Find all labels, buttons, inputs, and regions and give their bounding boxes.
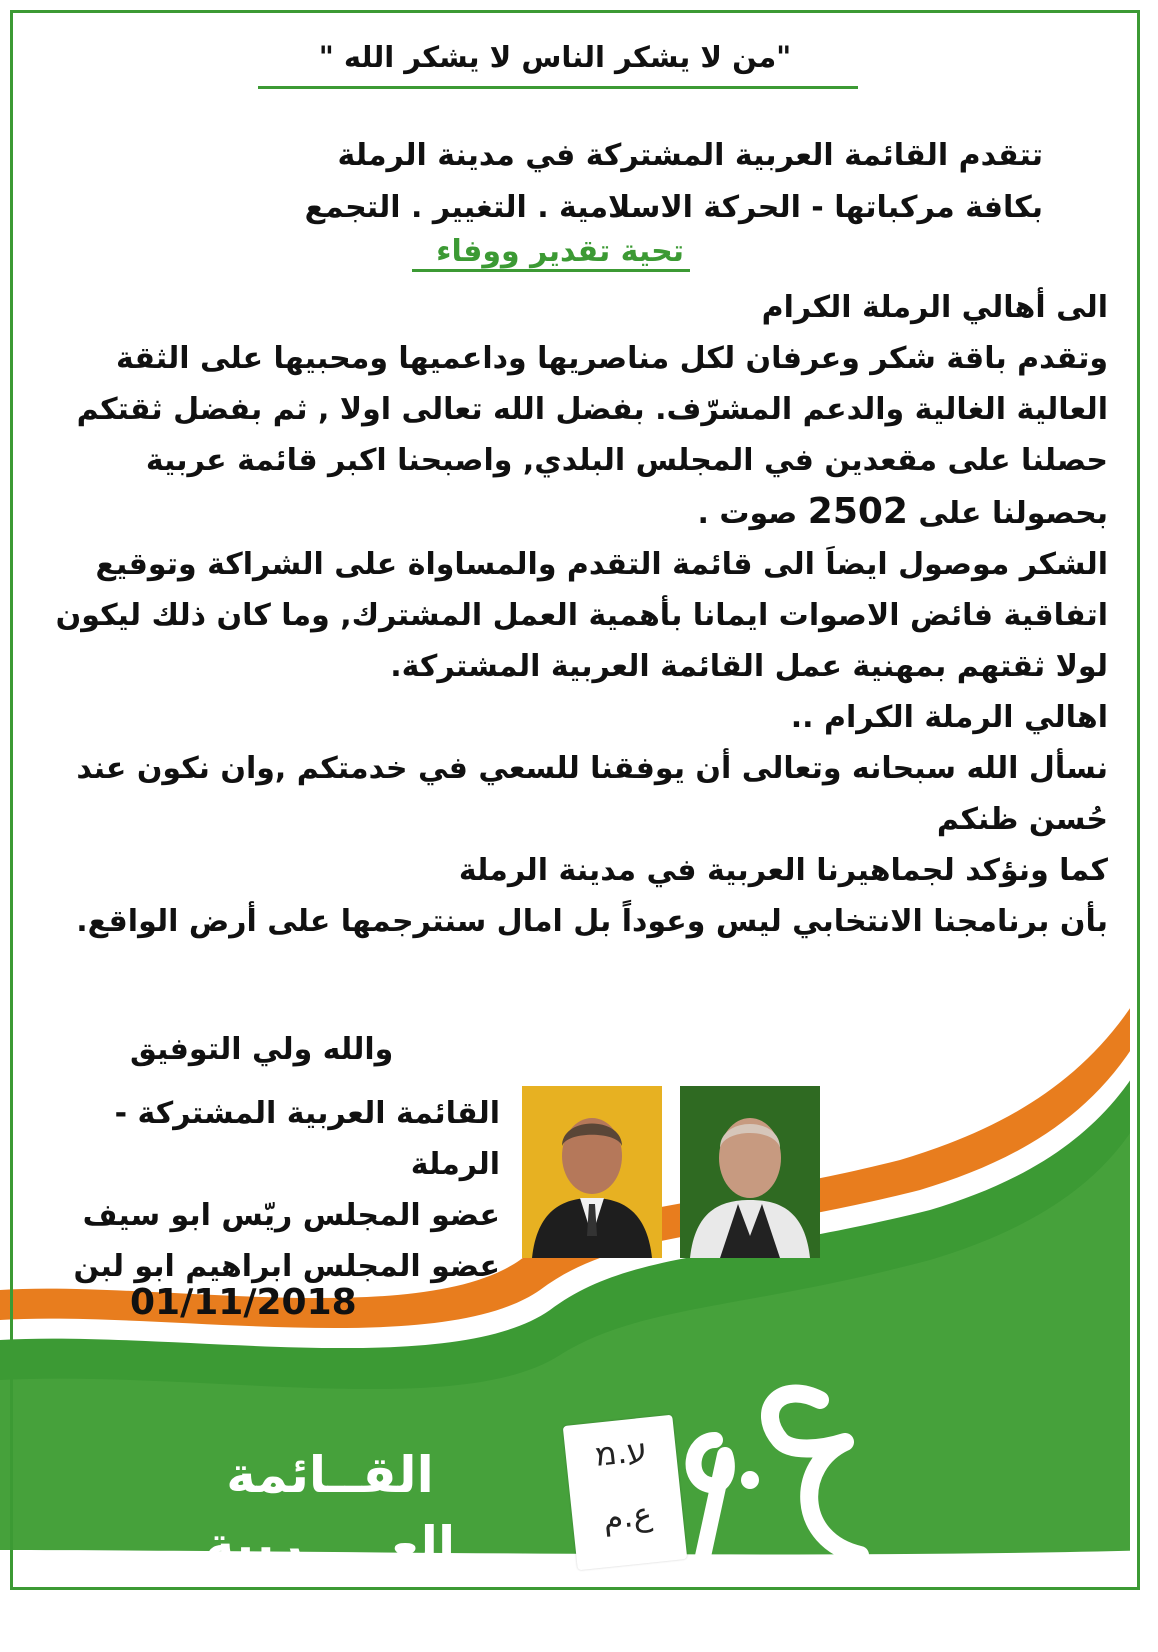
signatories	[30, 1088, 500, 1292]
joint-list-logo-icon	[670, 1370, 900, 1580]
closing-phrase: والله ولي التوفيق	[130, 1032, 394, 1067]
letter-body	[48, 282, 1108, 947]
logo-line-2-text: المشتركة	[277, 1583, 509, 1641]
logo-line-1: القــائمة العـــــربية	[204, 1446, 456, 1574]
partnership-paragraph: الشكر موصول ايضاَ الى قائمة التقدم والمساواة على الشراكة وتوقيع اتفاقية فائض الاصوات ايمانا بأهمية العمل المشترك, وما كان ذلك ليكون لولا ثقتهم بمهنية عمل القائمة العربية المشتركة.	[55, 547, 1108, 684]
logo-wordmark	[120, 1440, 540, 1652]
program-line: بأن برنامجنا الانتخابي ليس وعوداً بل امال سنترجمها على أرض الواقع.	[76, 904, 1108, 939]
prayer-paragraph: نسأل الله سبحانه وتعالى أن يوفقنا للسعي في خدمتكم ,وان نكون عند حُسن ظنكم	[76, 751, 1108, 837]
intro-line-1: تتقدم القائمة العربية المشتركة في مدينة الرملة	[337, 138, 1043, 173]
commitment-line: كما ونؤكد لجماهيرنا العربية في مدينة الرملة	[458, 853, 1108, 888]
logo-letters-card	[563, 1415, 688, 1571]
motto-underline	[258, 86, 858, 89]
addressee-2: اهالي الرملة الكرام ..	[790, 700, 1108, 735]
portrait-photo-2	[680, 1086, 820, 1258]
thanks-text-end: صوت .	[697, 496, 798, 531]
logo-city: (الرملة)	[151, 1603, 261, 1636]
date: 01/11/2018	[130, 1282, 357, 1323]
signer-1: عضو المجلس ريّس ابو سيف	[82, 1198, 500, 1233]
thanks-paragraph	[48, 333, 1108, 539]
addressee: الى أهالي الرملة الكرام	[761, 290, 1108, 325]
thanks-text: وتقدم باقة شكر وعرفان لكل مناصريها وداعميها ومحبيها على الثقة العالية الغالية والدعم المشرّف. بفضل الله تعالى اولا , ثم بفضل ثقتكم حصلنا على مقعدين في المجلس البلدي, واصبحنا اكبر قائمة عربية بحصولنا على	[76, 341, 1108, 531]
logo-line-2	[120, 1580, 540, 1652]
signer-2: عضو المجلس ابراهيم ابو لبن	[73, 1249, 500, 1284]
portrait-photo-1	[522, 1086, 662, 1258]
intro-line-2: بكافة مركباتها - الحركة الاسلامية . التغيير . التجمع	[304, 190, 1043, 225]
signer-list-name: القائمة العربية المشتركة - الرملة	[114, 1096, 500, 1182]
intro-paragraph	[243, 130, 1043, 234]
logo-arabic-letters: ع.م	[601, 1494, 654, 1538]
vote-count: 2502	[807, 491, 908, 532]
greeting-heading: تحية تقدير ووفاء	[412, 234, 690, 272]
logo-hebrew-letters: ע.מ	[592, 1430, 649, 1474]
motto-quote: "من لا يشكر الناس لا يشكر الله "	[318, 40, 792, 74]
